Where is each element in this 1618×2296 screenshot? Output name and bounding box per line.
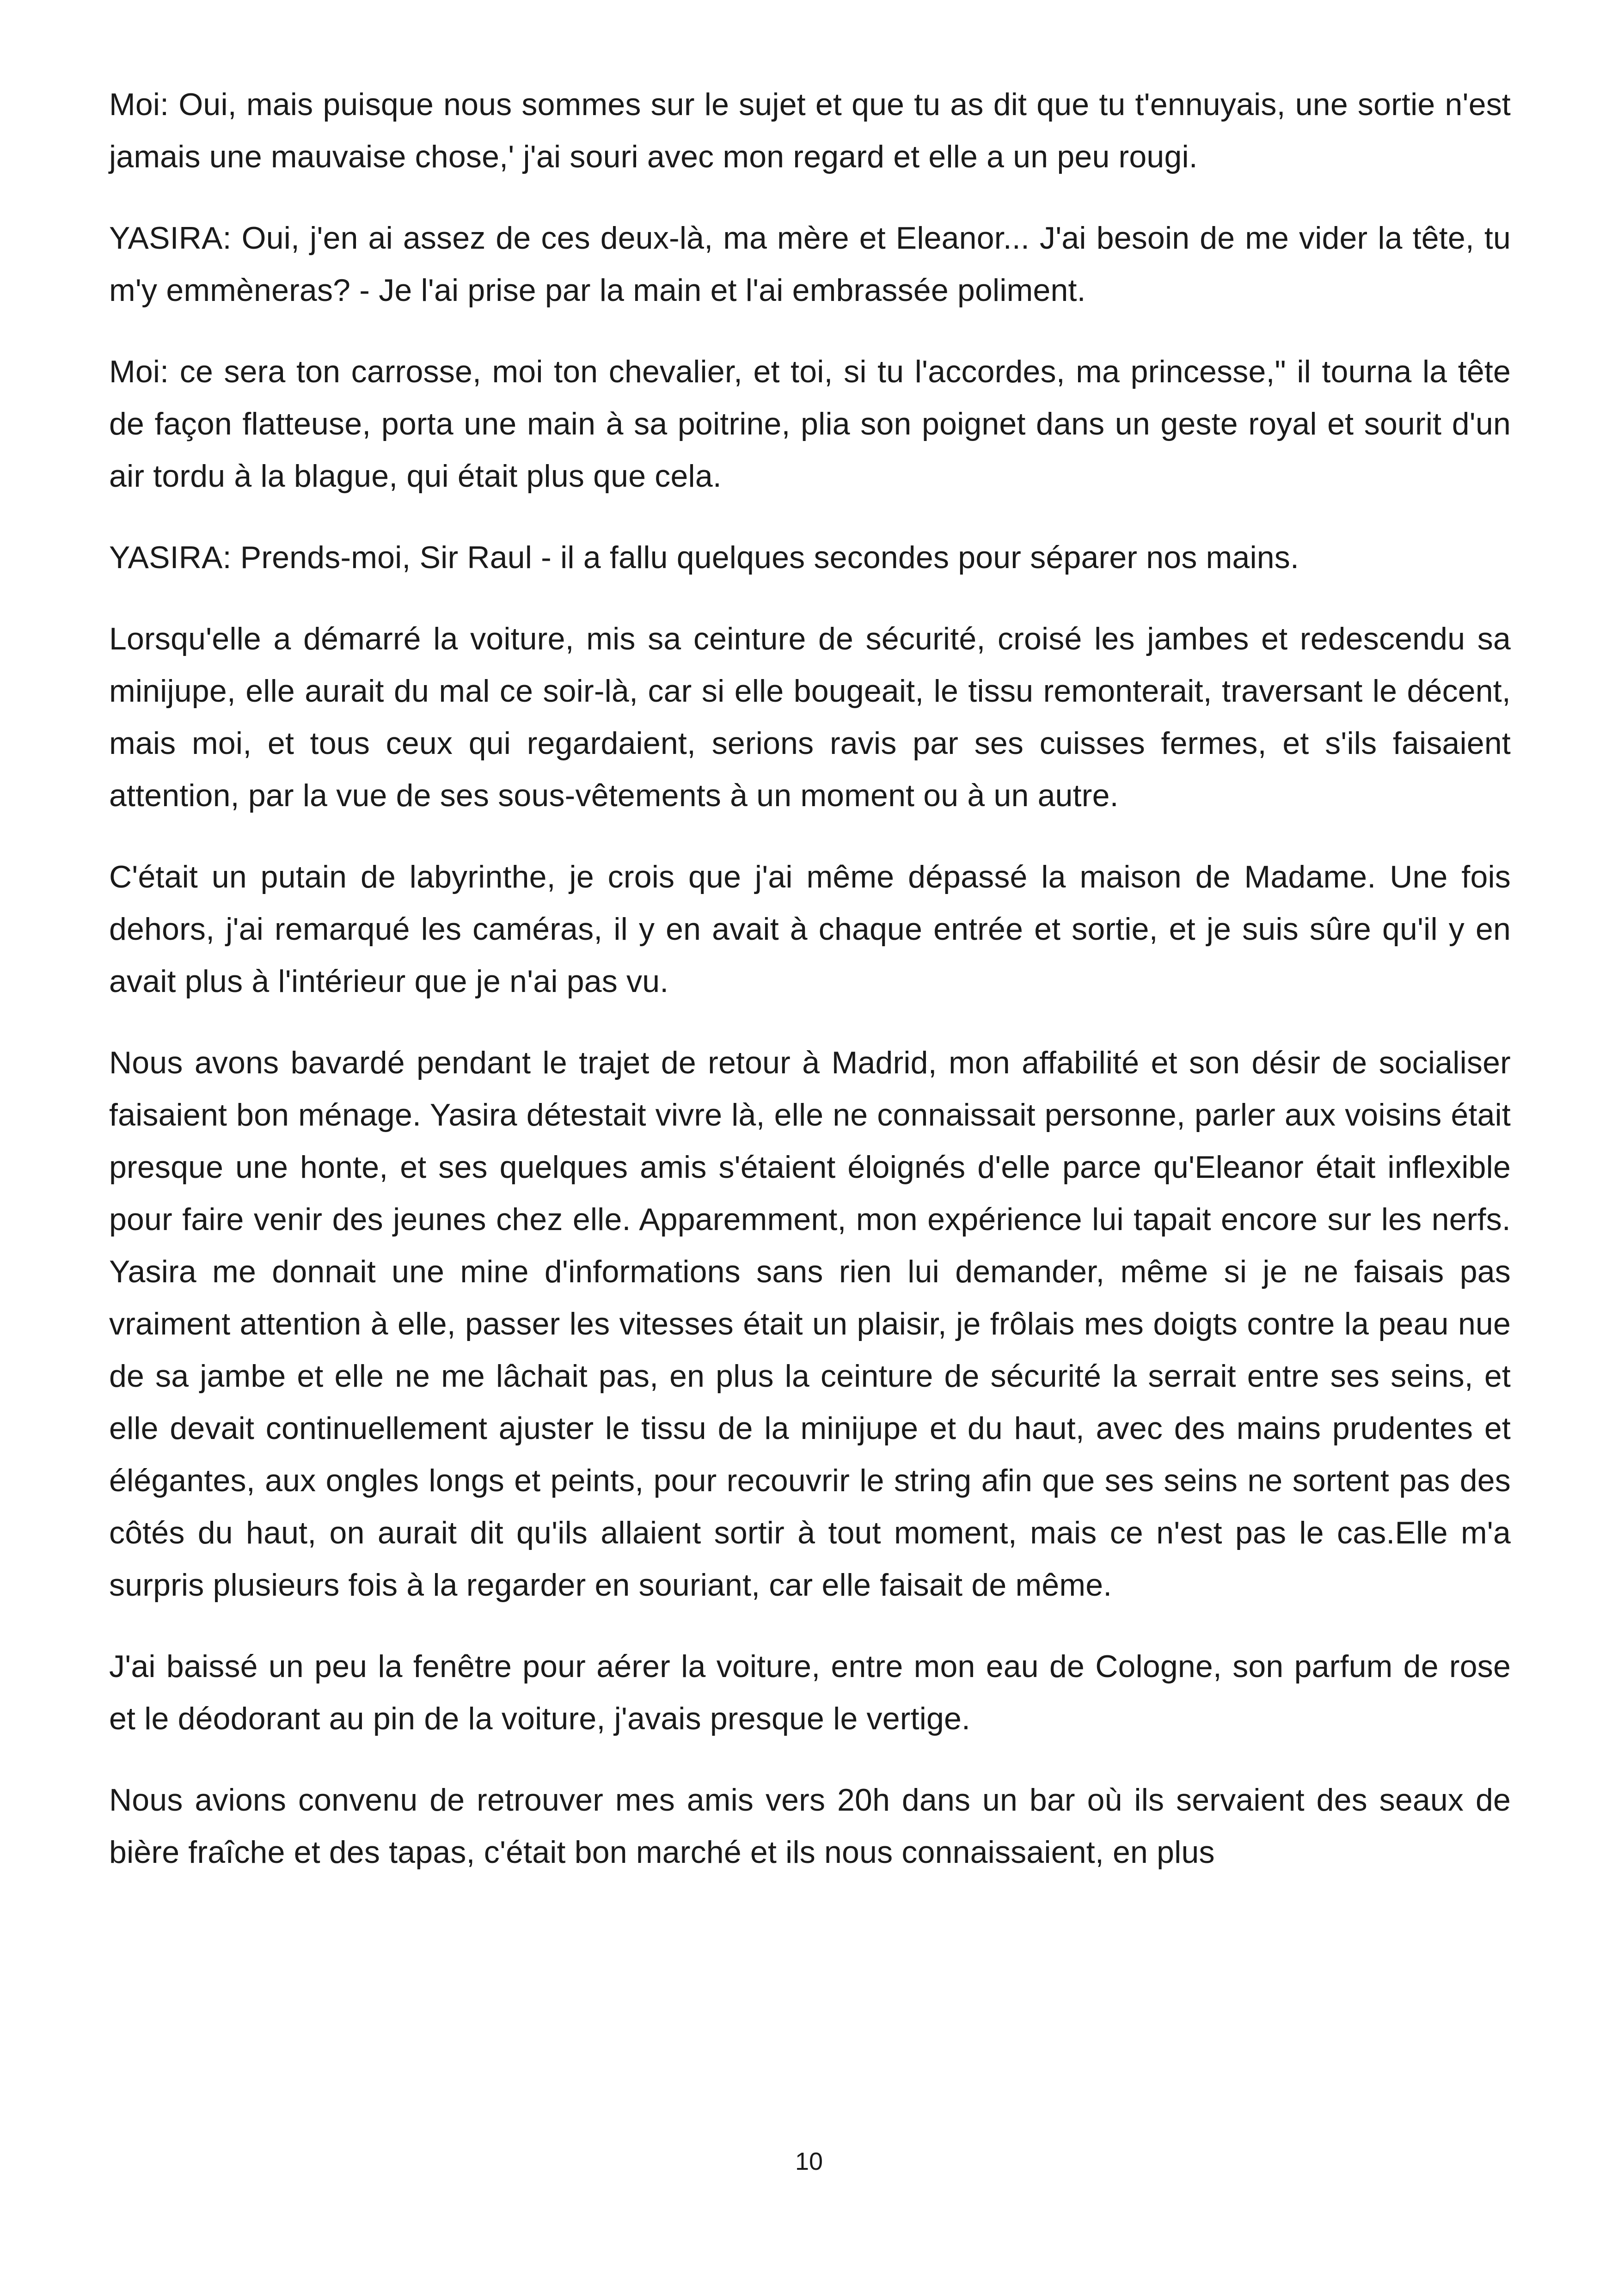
paragraph: YASIRA: Oui, j'en ai assez de ces deux-là, ma mère et Eleanor... J'ai besoin de me vider la tête, tu m'y emmèneras? - Je l'ai prise par la main et l'ai embrassée poliment. xyxy=(109,220,1511,308)
paragraph: C'était un putain de labyrinthe, je crois que j'ai même dépassé la maison de Madame. Une fois dehors, j'ai remarqué les caméras, il y en avait à chaque entrée et sortie, et je suis sûre qu'il y en avait plus à l'intérieur que je n'ai pas vu. xyxy=(109,859,1511,999)
paragraph: Lorsqu'elle a démarré la voiture, mis sa ceinture de sécurité, croisé les jambes et redescendu sa minijupe, elle aurait du mal ce soir-là, car si elle bougeait, le tissu remonterait, traversant le décent, mais moi, et tous ceux qui regardaient, serions ravis par ses cuisses fermes, et s'ils faisaient attention, par la vue de ses sous-vêtements à un moment ou à un autre. xyxy=(109,621,1511,813)
body-text xyxy=(109,79,1511,1879)
paragraph: Nous avions convenu de retrouver mes amis vers 20h dans un bar où ils servaient des seaux de bière fraîche et des tapas, c'était bon marché et ils nous connaissaient, en plus xyxy=(109,1782,1511,1870)
paragraph: Moi: ce sera ton carrosse, moi ton chevalier, et toi, si tu l'accordes, ma princesse," il tourna la tête de façon flatteuse, porta une main à sa poitrine, plia son poignet dans un geste royal et sourit d'un air tordu à la blague, qui était plus que cela. xyxy=(109,354,1511,494)
page-number: 10 xyxy=(795,2148,823,2175)
paragraph: YASIRA: Prends-moi, Sir Raul - il a fallu quelques secondes pour séparer nos mains. xyxy=(109,540,1299,575)
paragraph: J'ai baissé un peu la fenêtre pour aérer la voiture, entre mon eau de Cologne, son parfum de rose et le déodorant au pin de la voiture, j'avais presque le vertige. xyxy=(109,1649,1511,1736)
paragraph: Nous avons bavardé pendant le trajet de retour à Madrid, mon affabilité et son désir de socialiser faisaient bon ménage. Yasira détestait vivre là, elle ne connaissait personne, parler aux voisins était presque une honte, et ses quelques amis s'étaient éloignés d'elle parce qu'Eleanor était inflexible pour faire venir des jeunes chez elle. Apparemment, mon expérience lui tapait encore sur les nerfs. Yasira me donnait une mine d'informations sans rien lui demander, même si je ne faisais pas vraiment attention à elle, passer les vitesses était un plaisir, je frôlais mes doigts contre la peau nue de sa jambe et elle ne me lâchait pas, en plus la ceinture de sécurité la serrait entre ses seins, et elle devait continuellement ajuster le tissu de la minijupe et du haut, avec des mains prudentes et élégantes, aux ongles longs et peints, pour recouvrir le string afin que ses seins ne sortent pas des côtés du haut, on aurait dit qu'ils allaient sortir à tout moment, mais ce n'est pas le cas.Elle m'a surpris plusieurs fois à la regarder en souriant, car elle faisait de même. xyxy=(109,1045,1511,1603)
paragraph: Moi: Oui, mais puisque nous sommes sur le sujet et que tu as dit que tu t'ennuyais, une sortie n'est jamais une mauvaise chose,' j'ai souri avec mon regard et elle a un peu rougi. xyxy=(109,87,1511,174)
